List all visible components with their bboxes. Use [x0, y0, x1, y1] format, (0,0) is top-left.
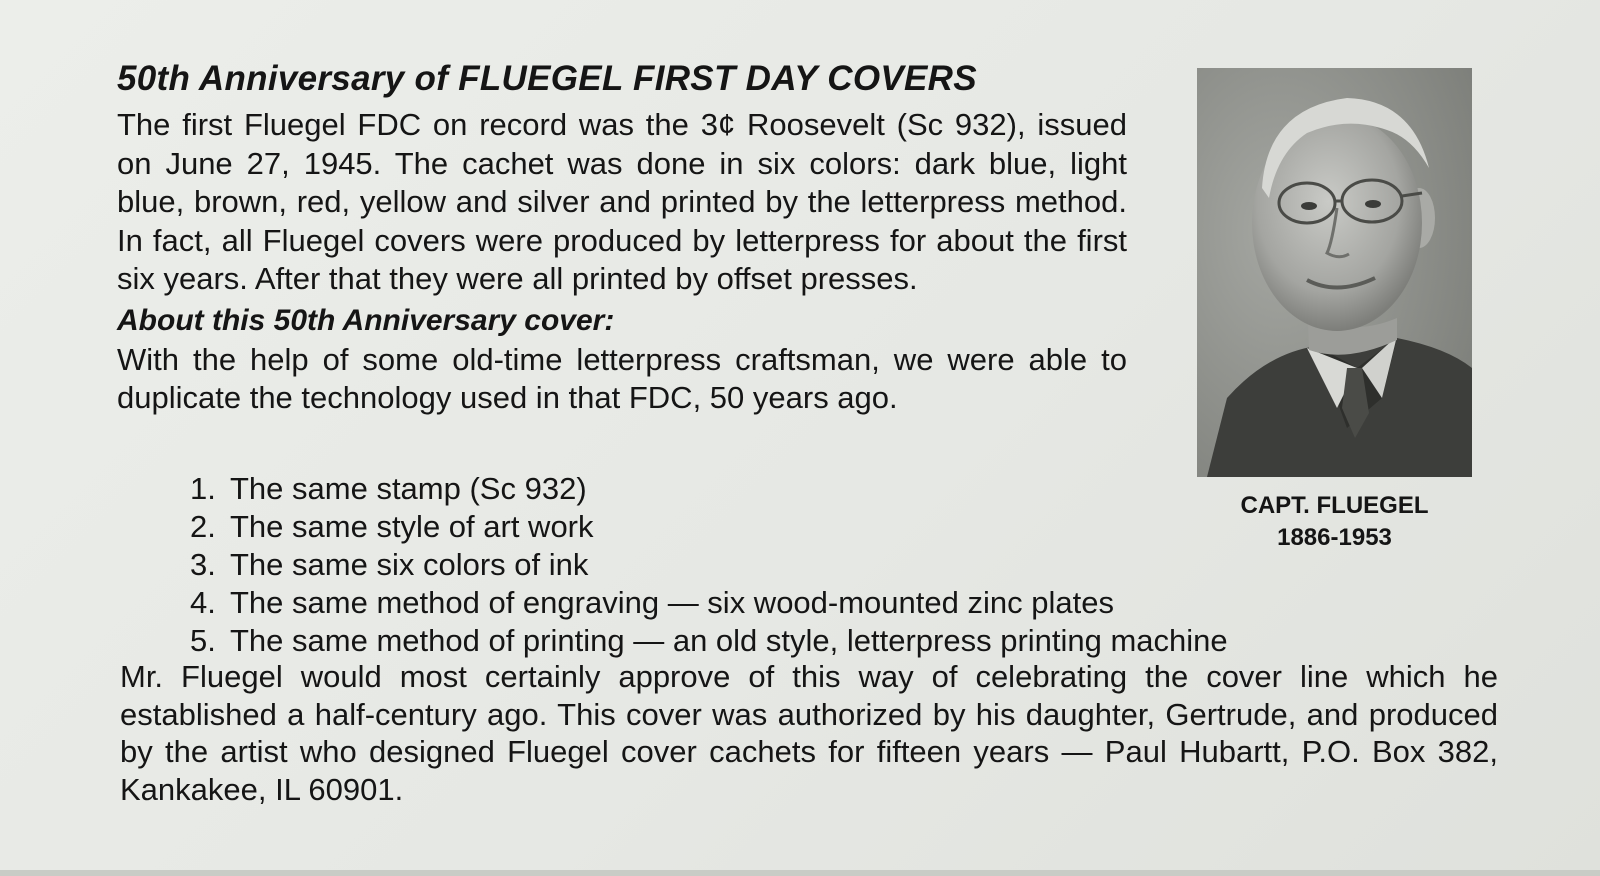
page-title: 50th Anniversary of FLUEGEL FIRST DAY COVERS: [117, 59, 977, 98]
caption-years: 1886-1953: [1277, 524, 1392, 551]
list-item: 2. The same style of art work: [190, 509, 594, 544]
main-text-column: [117, 56, 1127, 418]
list-item: 5. The same method of printing — an old style, letterpress printing machine: [190, 623, 1228, 658]
portrait-caption: [1197, 490, 1472, 554]
list-item: 4. The same method of engraving — six wood-mounted zinc plates: [190, 585, 1114, 620]
history-paragraph: The first Fluegel FDC on record was the 3¢ Roosevelt (Sc 932), issued on June 27, 1945. The cachet was done in six colors: dark blue, light blue, brown, red, yellow and silver and printed by the letterpress method. In fact, all Fluegel covers were produced by letterpress for about the first six years. After that they were all printed by offset presses.: [117, 107, 1127, 296]
portrait-photo: [1197, 68, 1472, 477]
features-list: [190, 470, 1228, 660]
portrait-image: [1197, 68, 1472, 477]
closing-paragraph: Mr. Fluegel would most certainly approve of this way of celebrating the cover line which he established a half-century ago. This cover was authorized by his daughter, Gertrude, and produced by the artist who designed Fluegel cover cachets for fifteen years — Paul Hubartt, P.O. Box 382, Kankakee, IL 60901.: [120, 659, 1498, 807]
subheading: About this 50th Anniversary cover:: [117, 303, 615, 337]
caption-name: CAPT. FLUEGEL: [1240, 492, 1429, 519]
list-item: 3. The same six colors of ink: [190, 547, 589, 582]
intro-paragraph: With the help of some old-time letterpress craftsman, we were able to duplicate the technology used in that FDC, 50 years ago.: [117, 341, 1127, 415]
list-item: 1. The same stamp (Sc 932): [190, 471, 587, 506]
